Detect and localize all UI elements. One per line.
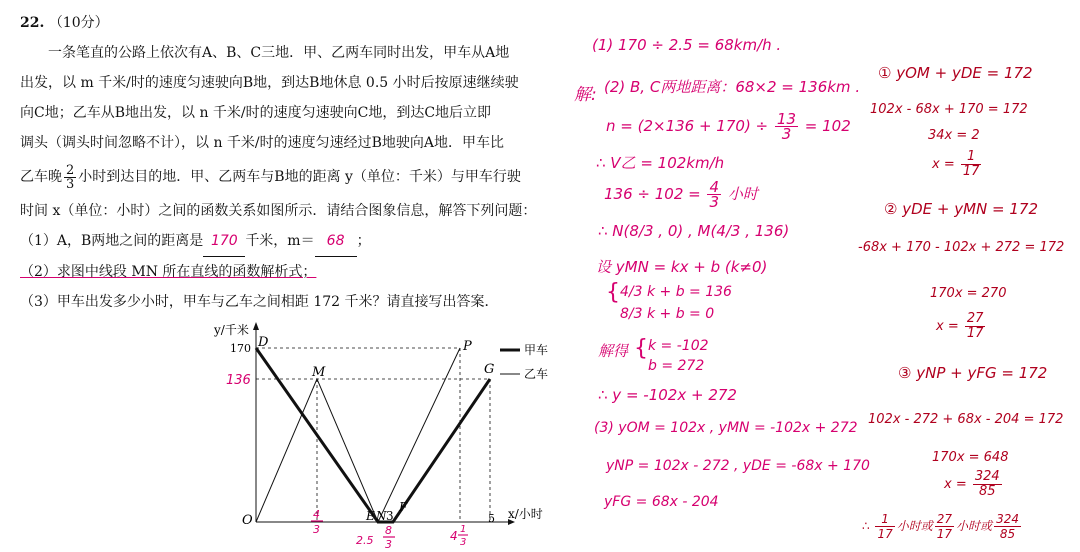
final-frac-1 bbox=[875, 512, 894, 541]
frac-n: 324 bbox=[974, 469, 1000, 484]
legend-jia-label: 甲车 bbox=[524, 343, 549, 357]
final-answer bbox=[862, 512, 1023, 541]
x-axis-label: x/小时 bbox=[508, 507, 543, 521]
function-graph bbox=[214, 318, 570, 551]
sol-label: 解: bbox=[574, 85, 597, 105]
hw-x-4-1-3-n: 1 bbox=[460, 524, 467, 535]
problem-line-3: 向C地；乙车从B地出发，以 n 千米/时的速度匀速驶向C地，到达C地后立即 bbox=[20, 105, 492, 121]
graph-handwriting bbox=[226, 373, 468, 551]
frac-n: 324 bbox=[996, 512, 1019, 526]
problem-score: （10分） bbox=[48, 15, 109, 31]
final-frac-3 bbox=[994, 512, 1021, 541]
final-frac-2 bbox=[935, 512, 954, 541]
x-tick-5: 5 bbox=[488, 512, 495, 525]
y-tick-170: 170 bbox=[230, 342, 251, 355]
point-E: E bbox=[366, 509, 375, 523]
line5-start: 乙车晚 bbox=[20, 169, 62, 185]
frac-d: 17 bbox=[962, 164, 980, 179]
sol-line-5-frac bbox=[707, 180, 721, 209]
sol-line-1: (1) 170 ÷ 2.5 = 68km/h . bbox=[592, 36, 782, 54]
legend-yi-label: 乙车 bbox=[524, 367, 549, 381]
point-D: D bbox=[258, 335, 269, 350]
sol-line-3-tail: = 102 bbox=[804, 117, 851, 135]
problem-header bbox=[20, 8, 580, 38]
fraction-two-thirds bbox=[64, 164, 76, 191]
hw-x-4-3-d: 3 bbox=[313, 523, 320, 536]
hw-y-136: 136 bbox=[226, 373, 251, 388]
sol-line-3-frac bbox=[775, 112, 798, 141]
hw-x-4-3-n: 4 bbox=[313, 508, 320, 521]
final-text-2: 小时或 bbox=[956, 519, 993, 533]
frac-n: 1 bbox=[875, 512, 894, 527]
frac-d: 85 bbox=[979, 484, 996, 499]
frac-n: 13 bbox=[776, 110, 797, 128]
q1-text-a: （1）A，B两地之间的距离是 bbox=[20, 233, 204, 249]
sol-line-9b: b = 272 bbox=[648, 358, 705, 374]
case-1-x: x = bbox=[932, 157, 955, 172]
case-1-eq-b: 34x = 2 bbox=[928, 128, 980, 143]
question-2 bbox=[20, 257, 580, 287]
problem-line-1: 一条笔直的公路上依次有A、B、C三地．甲、乙两车同时出发，甲车从A地 bbox=[48, 45, 510, 61]
frac-n: 4 bbox=[709, 178, 720, 196]
sol-line-13: yFG = 68x - 204 bbox=[604, 494, 719, 510]
sol-line-10: ∴ y = -102x + 272 bbox=[598, 386, 737, 404]
sol-line-7: 设 yMN = kx + b (k≠0) bbox=[596, 258, 768, 276]
problem-line-5 bbox=[20, 158, 580, 196]
hw-x-2-5: 2.5 bbox=[356, 534, 374, 547]
hw-x-4-whole: 4 bbox=[450, 529, 458, 543]
q1-text-b: 千米，m＝ bbox=[245, 233, 315, 249]
therefore-sign: ∴ bbox=[862, 519, 870, 533]
sol-line-6: ∴ N(8/3 , 0) , M(4/3 , 136) bbox=[598, 222, 790, 240]
sol-line-12: yNP = 102x - 272 , yDE = -68x + 170 bbox=[606, 458, 870, 474]
question-3: （3）甲车出发多少小时，甲车与乙车之间相距 172 千米？请直接写出答案． bbox=[20, 294, 499, 310]
frac-denominator: 3 bbox=[66, 176, 75, 192]
q1-answer-m: 68 bbox=[315, 226, 357, 257]
sol-line-4: ∴ V乙 = 102km/h bbox=[596, 154, 725, 172]
sol-line-3 bbox=[606, 112, 851, 141]
problem-line-6: 时间 x（单位：小时）之间的函数关系如图所示．请结合图象信息，解答下列问题： bbox=[20, 203, 537, 219]
point-P: P bbox=[463, 339, 472, 354]
point-G: G bbox=[484, 362, 495, 377]
sol-line-5 bbox=[604, 180, 758, 209]
case-2-title: ② yDE + yMN = 172 bbox=[884, 200, 1038, 218]
sol-line-5-tail: 小时 bbox=[727, 185, 758, 203]
frac-d: 3 bbox=[709, 193, 720, 211]
sol-line-8a: 4/3 k + b = 136 bbox=[620, 284, 732, 300]
frac-n: 27 bbox=[936, 512, 953, 526]
case-3-frac bbox=[973, 470, 1002, 499]
jia-car-line bbox=[256, 348, 490, 522]
point-M: M bbox=[312, 365, 326, 380]
frac-d: 17 bbox=[966, 326, 984, 341]
hw-x-8-3-d: 3 bbox=[385, 538, 392, 551]
y-axis-label: y/千米 bbox=[214, 323, 249, 337]
point-F: F bbox=[399, 500, 408, 514]
case-1-eq-c bbox=[932, 150, 983, 179]
final-text-1: 小时或 bbox=[896, 519, 933, 533]
frac-d: 17 bbox=[936, 527, 953, 541]
problem-text bbox=[20, 8, 580, 317]
case-3-eq-c bbox=[944, 470, 1004, 499]
sol-line-9a: k = -102 bbox=[648, 338, 709, 354]
line5-end: 小时到达目的地．甲、乙两车与B地的距离 y（单位：千米）与甲车行驶 bbox=[78, 169, 521, 185]
frac-n: 27 bbox=[966, 311, 984, 326]
point-N-sub: 3 bbox=[386, 509, 394, 523]
frac-d: 17 bbox=[877, 527, 893, 541]
sol-line-8b: 8/3 k + b = 0 bbox=[620, 306, 715, 322]
problem-line-2: 出发，以 m 千米/时的速度匀速驶向B地，到达B地休息 0.5 小时后按原速继续驶 bbox=[20, 75, 519, 91]
q1-text-c: ； bbox=[356, 233, 371, 249]
sol-line-3-text: n = (2×136 + 170) ÷ bbox=[606, 117, 769, 135]
point-N: N bbox=[376, 509, 387, 523]
case-2-eq-a: -68x + 170 - 102x + 272 = 172 bbox=[858, 240, 1065, 255]
case-1-title: ① yOM + yDE = 172 bbox=[878, 64, 1033, 82]
case-3-eq-a: 102x - 272 + 68x - 204 = 172 bbox=[868, 412, 1064, 427]
case-2-eq-c bbox=[936, 312, 987, 341]
problem-number: 22. bbox=[20, 15, 45, 31]
sol-line-11: (3) yOM = 102x , yMN = -102x + 272 bbox=[594, 420, 858, 436]
frac-d: 85 bbox=[999, 527, 1016, 541]
y-axis-arrow bbox=[253, 322, 259, 330]
problem-line-4: 调头（调头时间忽略不计），以 n 千米/时的速度匀速经过B地驶向A地．甲车比 bbox=[20, 135, 505, 151]
case-2-x: x = bbox=[936, 319, 959, 334]
question-1 bbox=[20, 226, 580, 257]
case-2-frac bbox=[965, 312, 986, 341]
case-3-x: x = bbox=[944, 477, 967, 492]
frac-numerator: 2 bbox=[66, 162, 75, 178]
hw-x-4-1-3-d: 3 bbox=[460, 537, 467, 548]
sol-line-2: (2) B, C两地距离：68×2 = 136km . bbox=[604, 78, 861, 96]
origin-label: O bbox=[242, 513, 253, 528]
sol-brace-1: { bbox=[606, 280, 620, 305]
sol-line-9: 解得 bbox=[598, 342, 629, 360]
frac-d: 3 bbox=[781, 125, 792, 143]
hw-x-8-3-n: 8 bbox=[385, 524, 392, 537]
case-3-title: ③ yNP + yFG = 172 bbox=[898, 364, 1048, 382]
frac-n: 1 bbox=[961, 150, 982, 165]
case-1-eq-a: 102x - 68x + 170 = 172 bbox=[870, 102, 1028, 117]
sol-brace-2: { bbox=[634, 336, 648, 361]
q1-answer-distance: 170 bbox=[203, 226, 245, 257]
q2-text: （2）求图中线段 MN 所在直线的函数解析式； bbox=[20, 264, 317, 280]
case-1-frac bbox=[961, 150, 982, 179]
case-3-eq-b: 170x = 648 bbox=[932, 450, 1009, 465]
sol-line-5-text: 136 ÷ 102 = bbox=[604, 185, 701, 203]
case-2-eq-b: 170x = 270 bbox=[930, 286, 1007, 301]
